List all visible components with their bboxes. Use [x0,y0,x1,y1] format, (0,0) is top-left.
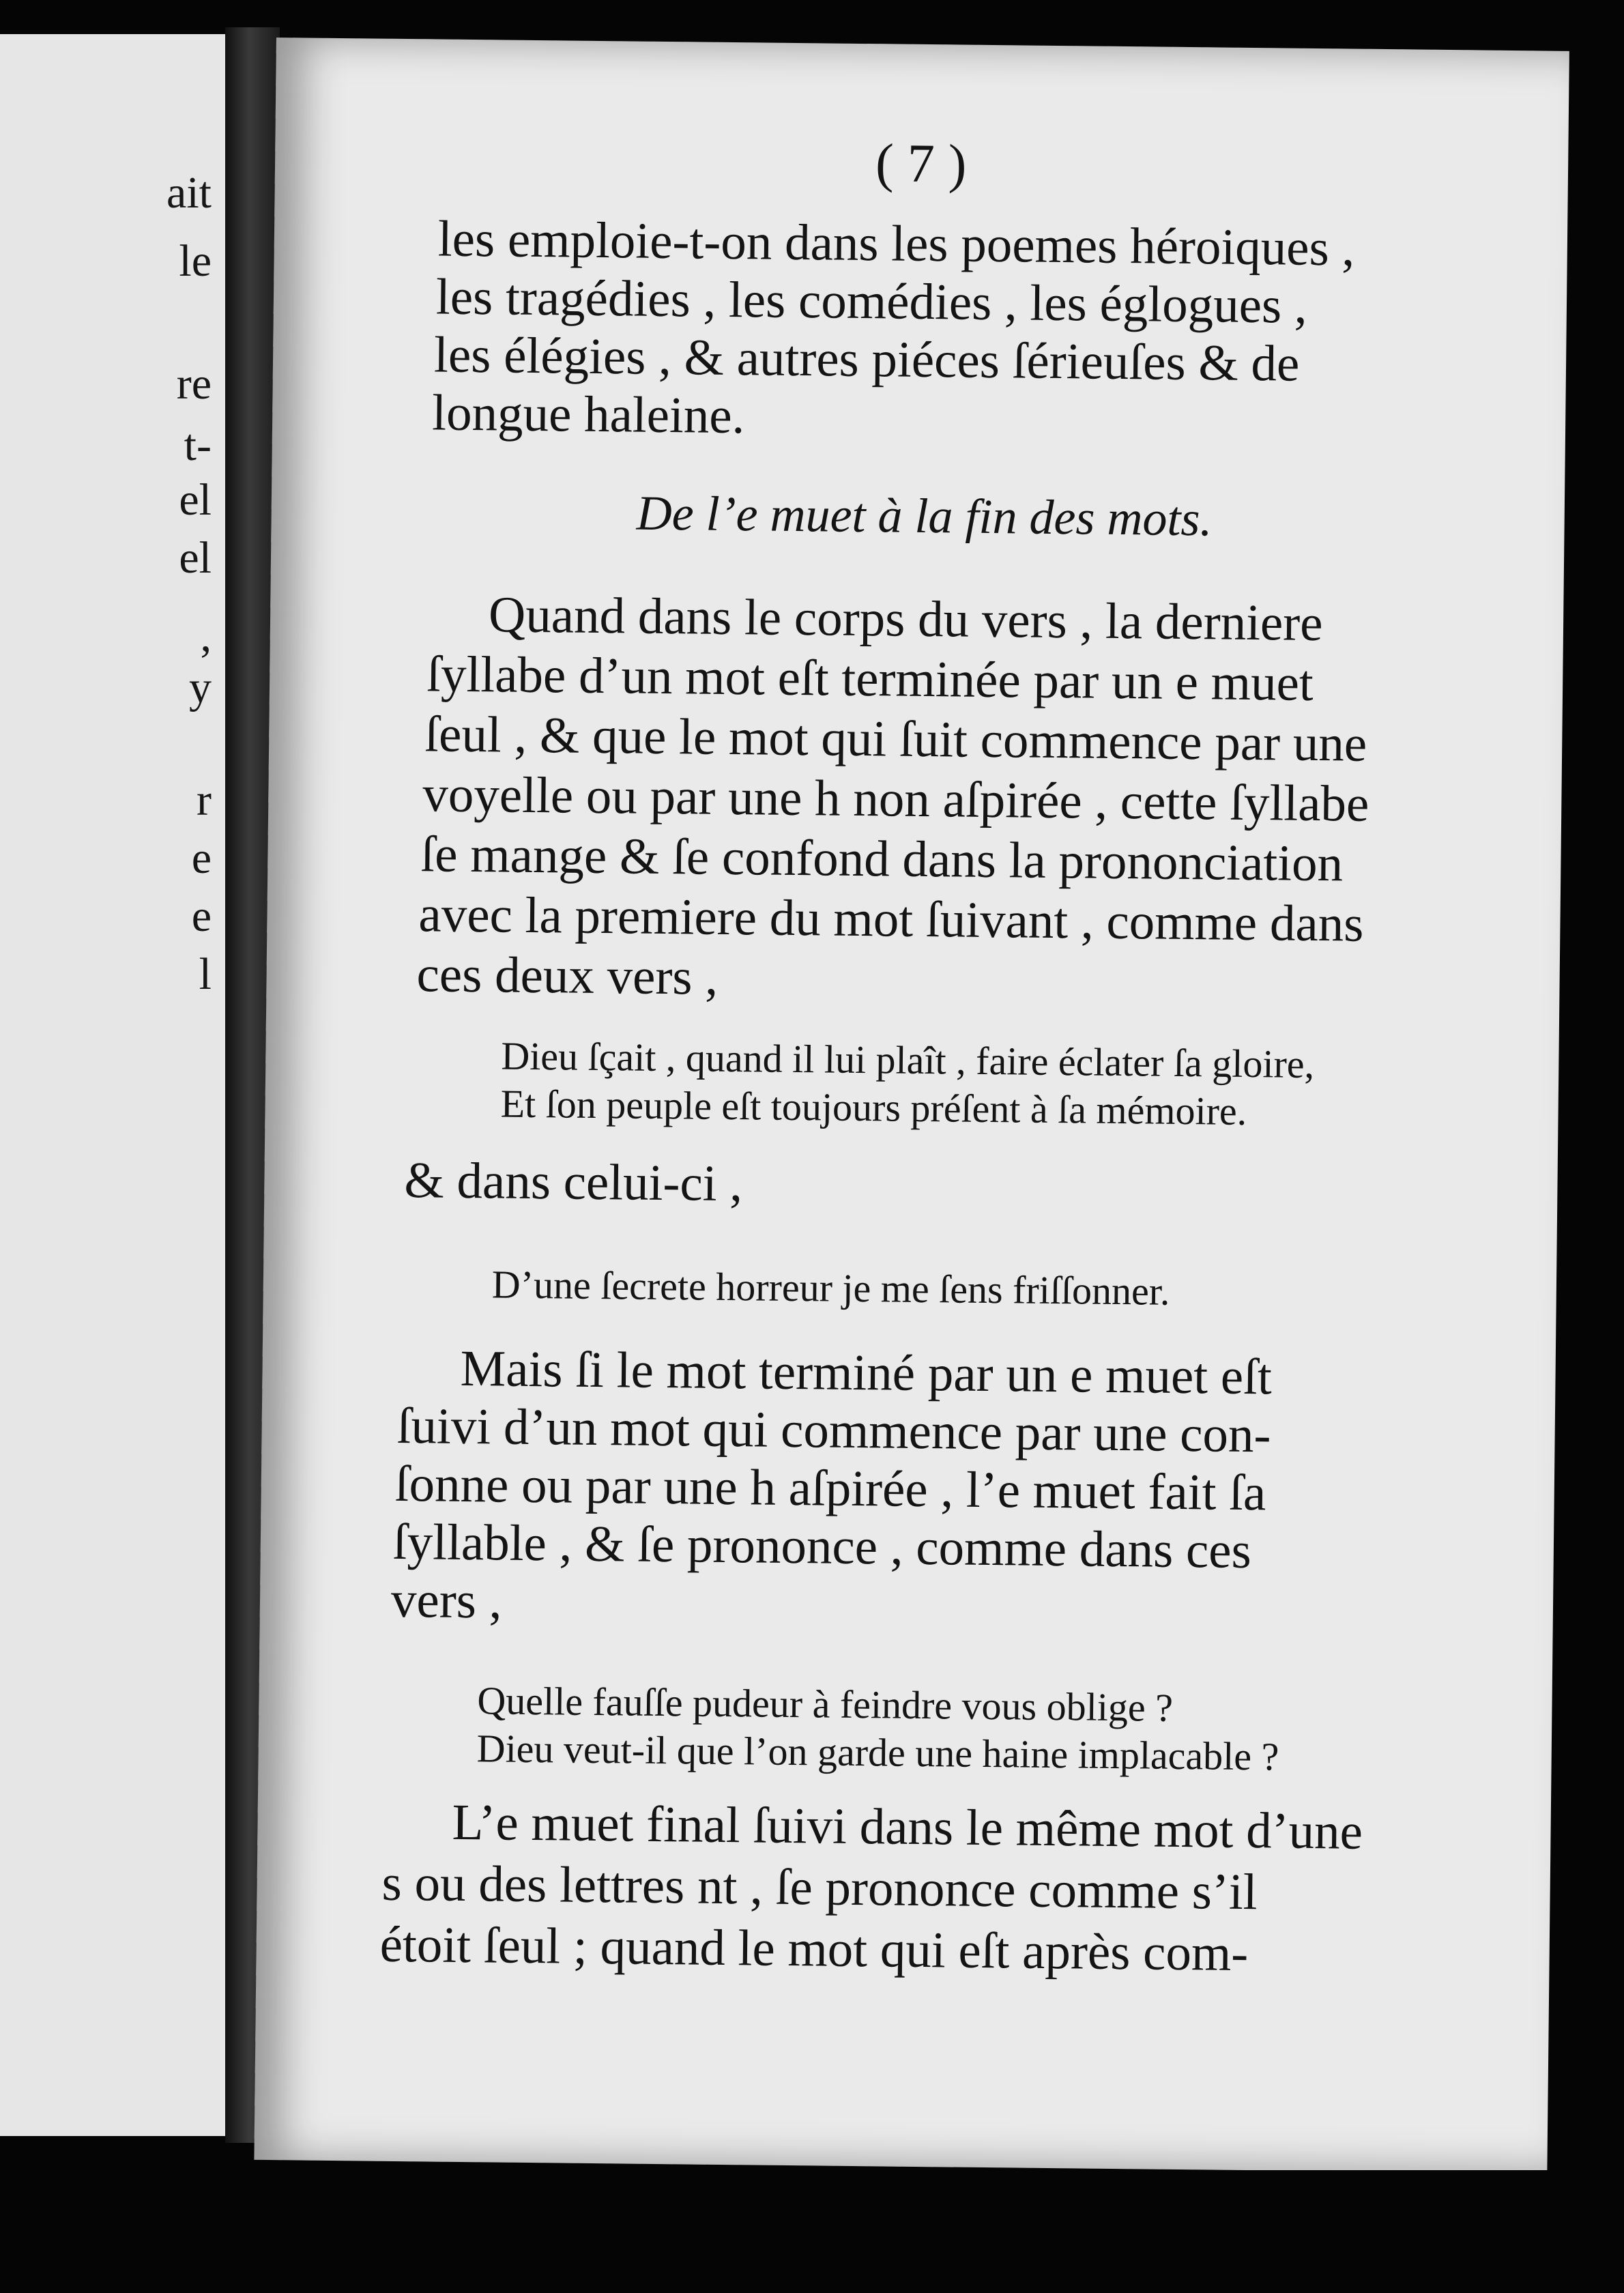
left-fragment: l [199,949,212,999]
text-line: ſonne ou par une h aſpirée , l’e muet fait ſa [394,1455,1266,1522]
left-fragment: e [191,891,212,941]
left-fragment: t- [184,420,212,470]
text-line: ſeul , & que le mot qui ſuit commence par une [424,706,1367,773]
connector-line: & dans celui-ci , [404,1152,743,1213]
page-number: ( 7 ) [875,133,967,194]
text-line: les tragédies , les comédies , les églogues , [435,268,1308,334]
left-fragment: , [200,611,212,661]
text-line: les élégies , & autres piéces ſérieuſes & de [433,326,1300,392]
text-line: longue haleine. [431,384,745,445]
verse-line: Et ſon peuple eſt toujours préſent à ſa mémoire. [500,1081,1247,1134]
verse-line: Dieu ſçait , quand il lui plaît , faire éclater ſa gloire, [501,1033,1315,1087]
verse-line: Quelle fauſſe pudeur à feindre vous oblige ? [477,1678,1174,1730]
text-line: ſuivi d’un mot qui commence par une con- [396,1397,1271,1464]
left-fragment: el [179,533,212,583]
section-heading: De l’e muet à la fin des mots. [636,485,1213,547]
left-fragment: le [179,236,212,286]
book-page [254,38,1569,2174]
text-line: étoit ſeul ; quand le mot qui eſt après com- [379,1916,1249,1982]
left-fragment: ait [166,168,212,218]
left-fragment: r [197,775,212,825]
text-line: ſyllable , & ſe prononce , comme dans ces [392,1513,1252,1580]
left-fragment: y [189,663,212,712]
left-fragment: el [179,475,212,525]
text-line: vers , [390,1571,502,1630]
text-line: s ou des lettres nt , ſe prononce comme s’il [381,1854,1258,1921]
text-line: ces deux vers , [416,946,719,1006]
text-line: les emploie-t-on dans les poemes héroiques , [437,210,1355,277]
text-line: Mais ſi le mot terminé par un e muet eſt [460,1340,1273,1406]
text-line: voyelle ou par une h non aſpirée , cette ſyllabe [422,766,1369,833]
left-facing-page-fragment [0,34,225,2136]
text-line: avec la premiere du mot ſuivant , comme dans [418,886,1364,953]
text-line: Quand dans le corps du vers , la derniere [488,586,1324,652]
text-line: ſe mange & ſe confond dans la prononciation [420,826,1344,893]
paragraph-continuation [276,38,1569,445]
left-fragment: re [176,359,212,409]
verse-line: D’une ſecrete horreur je me ſens friſſonner. [491,1262,1170,1314]
scan-background [0,2170,1624,2293]
text-line: ſyllabe d’un mot eſt terminée par un e muet [426,646,1314,712]
verse-line: Dieu veut-il que l’on garde une haine implacable ? [476,1726,1279,1779]
left-fragment: e [191,833,212,883]
text-line: L’e muet final ſuivi dans le même mot d’une [452,1793,1363,1860]
